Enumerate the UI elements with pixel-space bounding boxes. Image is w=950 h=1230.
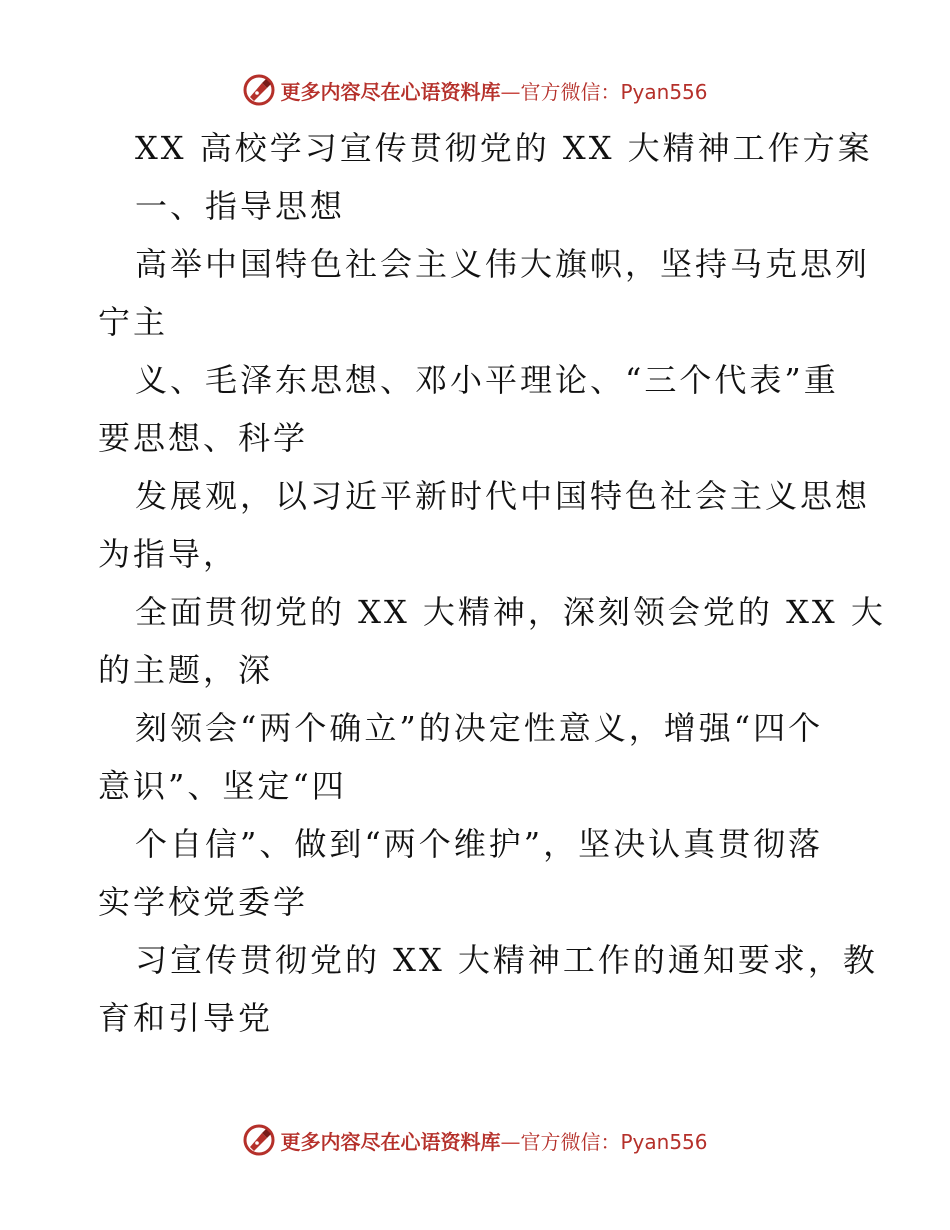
body-line: 习宣传贯彻党的 XX 大精神工作的通知要求，教 <box>135 941 878 979</box>
watermark-brand: 更多内容尽在心语资料库 <box>280 1129 501 1154</box>
watermark-dash: — <box>500 1129 521 1154</box>
body-line: 高举中国特色社会主义伟大旗帜，坚持马克思列 <box>135 245 871 283</box>
body-line: 的主题，深 <box>98 651 274 689</box>
section-heading: 一、指导思想 <box>135 187 346 225</box>
body-line: 育和引导党 <box>98 999 274 1037</box>
body-line: 全面贯彻党的 XX 大精神，深刻领会党的 XX 大 <box>135 593 886 631</box>
watermark-text <box>280 76 707 105</box>
watermark-wechat-id: Pyan556 <box>620 1129 708 1154</box>
body-line: 义、毛泽东思想、邓小平理论、“三个代表”重 <box>135 361 839 399</box>
pen-nib-logo-icon <box>242 1123 276 1157</box>
body-line: 意识”、坚定“四 <box>98 767 347 805</box>
watermark-brand: 更多内容尽在心语资料库 <box>280 79 501 104</box>
pen-nib-logo-icon <box>242 73 276 107</box>
body-line: 刻领会“两个确立”的决定性意义，增强“四个 <box>135 709 824 747</box>
watermark-wechat-label: 官方微信： <box>520 79 621 104</box>
body-line: 要思想、科学 <box>98 419 309 457</box>
body-line: 为指导， <box>98 535 239 573</box>
body-line: 个自信”、做到“两个维护”，坚决认真贯彻落 <box>135 825 824 863</box>
body-line: 发展观，以习近平新时代中国特色社会主义思想 <box>135 477 871 515</box>
footer-watermark <box>0 1120 950 1160</box>
document-title: XX 高校学习宣传贯彻党的 XX 大精神工作方案 <box>135 129 873 167</box>
watermark-wechat-label: 官方微信： <box>520 1129 621 1154</box>
body-line: 宁主 <box>98 303 169 341</box>
watermark-dash: — <box>500 79 521 104</box>
body-line: 实学校党委学 <box>98 883 309 921</box>
watermark-text <box>280 1126 707 1155</box>
watermark-wechat-id: Pyan556 <box>620 79 708 104</box>
header-watermark <box>0 70 950 110</box>
